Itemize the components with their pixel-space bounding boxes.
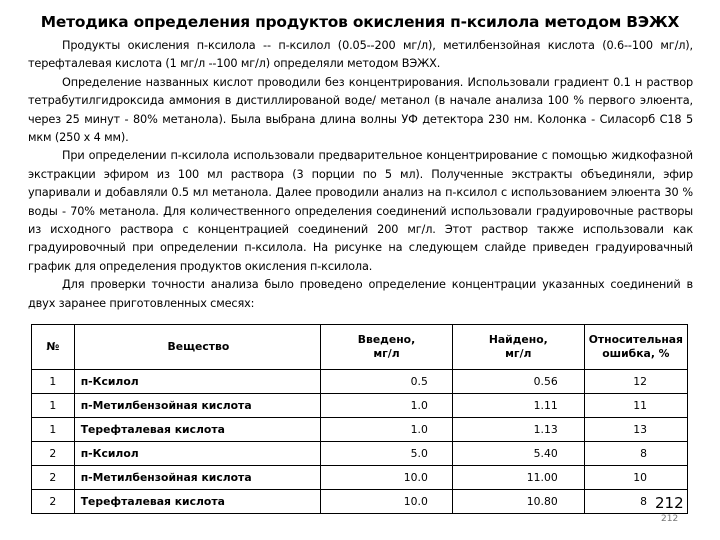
cell-found: 11.00 bbox=[452, 466, 584, 490]
cell-error: 12 bbox=[584, 370, 687, 394]
paragraph-products: Продукты окисления п-ксилола -- п-ксилол (0.05--200 мг/л), метилбензойная кислота (0.6--100 мг/л), терефталевая кислота (1 мг/л --100 мг/л) определяли методом ВЭЖХ. bbox=[28, 39, 693, 71]
cell-found: 10.80 bbox=[452, 490, 584, 514]
cell-added: 1.0 bbox=[321, 394, 453, 418]
cell-error: 13 bbox=[584, 418, 687, 442]
cell-substance: п-Метилбензойная кислота bbox=[74, 466, 320, 490]
cell-found: 0.56 bbox=[452, 370, 584, 394]
cell-found: 1.13 bbox=[452, 418, 584, 442]
body-text bbox=[28, 37, 693, 313]
cell-found: 5.40 bbox=[452, 442, 584, 466]
slide-number: 212 bbox=[655, 494, 684, 512]
header-error-line2: ошибка, % bbox=[602, 347, 670, 360]
table-header-row bbox=[32, 325, 688, 370]
cell-error: 11 bbox=[584, 394, 687, 418]
table-row bbox=[32, 466, 688, 490]
page-title: Методика определения продуктов окисления п-ксилола методом ВЭЖХ bbox=[40, 13, 680, 31]
cell-num: 1 bbox=[32, 418, 75, 442]
header-added-line1: Введено, bbox=[357, 333, 416, 346]
header-error-line1: Относительная bbox=[588, 333, 683, 346]
cell-error: 10 bbox=[584, 466, 687, 490]
cell-added: 1.0 bbox=[321, 418, 453, 442]
paragraph-acid-method: Определение названных кислот проводили без концентрирования. Использовали градиент 0.1 н раствор тетрабутилгидроксида аммония в дистиллированой воде/ метанол (в начале анализа 100 % первого элюента, через 25 минут - 80% метанола). Была выбрана длина волны УФ детектора 230 нм. Колонка - Силасорб С18 5 мкм (250 х 4 мм). bbox=[28, 75, 693, 145]
cell-num: 1 bbox=[32, 394, 75, 418]
cell-added: 0.5 bbox=[321, 370, 453, 394]
header-added-line2: мг/л bbox=[373, 347, 400, 360]
header-num: № bbox=[32, 325, 75, 370]
cell-num: 2 bbox=[32, 490, 75, 514]
results-table bbox=[31, 324, 688, 514]
cell-added: 10.0 bbox=[321, 466, 453, 490]
cell-substance: п-Ксилол bbox=[74, 370, 320, 394]
cell-added: 5.0 bbox=[321, 442, 453, 466]
cell-num: 2 bbox=[32, 466, 75, 490]
cell-added: 10.0 bbox=[321, 490, 453, 514]
table-row bbox=[32, 370, 688, 394]
paragraph-accuracy-check: Для проверки точности анализа было проведено определение концентрации указанных соединений в двух заранее приготовленных смесях: bbox=[28, 278, 693, 310]
header-found-line2: мг/л bbox=[505, 347, 532, 360]
cell-substance: п-Метилбензойная кислота bbox=[74, 394, 320, 418]
table-row bbox=[32, 394, 688, 418]
cell-error: 8 bbox=[584, 442, 687, 466]
header-added bbox=[321, 325, 453, 370]
table-row bbox=[32, 442, 688, 466]
cell-substance: Терефталевая кислота bbox=[74, 490, 320, 514]
header-error bbox=[584, 325, 687, 370]
cell-substance: Терефталевая кислота bbox=[74, 418, 320, 442]
table-row bbox=[32, 418, 688, 442]
header-substance: Вещество bbox=[74, 325, 320, 370]
cell-substance: п-Ксилол bbox=[74, 442, 320, 466]
cell-found: 1.11 bbox=[452, 394, 584, 418]
paragraph-xylene-method: При определении п-ксилола использовали предварительное концентрирование с помощью жидкофазной экстракции эфиром из 100 мл раствора (3 порции по 5 мл). Полученные экстракты объединяли, эфир упаривали и добавляли 0.5 мл метанола. Далее проводили анализ на п-ксилол с использованием элюента 30 % воды - 70% метанола. Для количественного определения соединений использовали градуировочные растворы из исходного раствора с концентрацией соединений 200 мг/л. Этот раствор также использовали как градуировочный при определении п-ксилола. На рисунке на следующем слайде приведен градуировачный график для определения продуктов окисления п-ксилола. bbox=[28, 149, 693, 273]
header-found bbox=[452, 325, 584, 370]
cell-num: 1 bbox=[32, 370, 75, 394]
cell-num: 2 bbox=[32, 442, 75, 466]
slide-number-footer: 212 bbox=[661, 514, 679, 524]
header-found-line1: Найдено, bbox=[488, 333, 548, 346]
table-row bbox=[32, 490, 688, 514]
cell-error: 8 bbox=[584, 490, 687, 514]
